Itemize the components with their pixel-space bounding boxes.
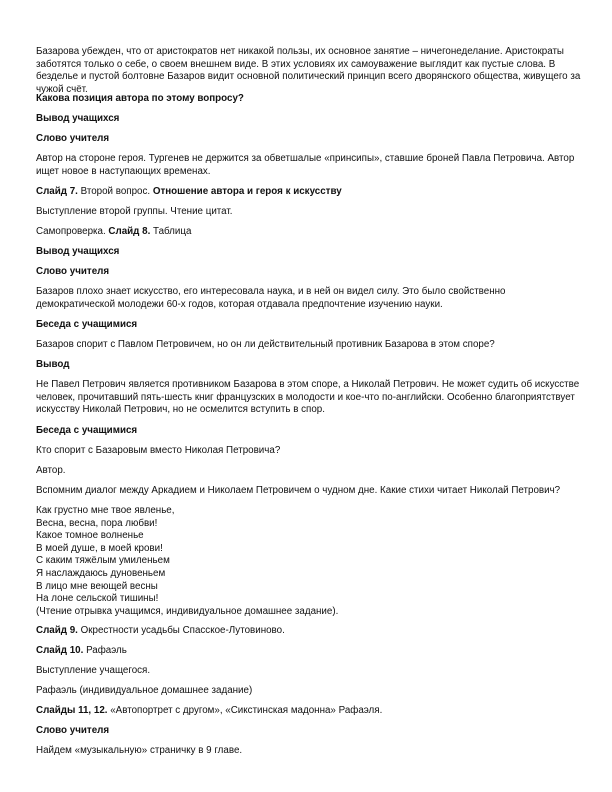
poem-line: Какое томное волненье [36, 530, 144, 542]
paragraph-slide-7 [36, 186, 581, 199]
paragraph-slide-9 [36, 625, 581, 638]
slide-7-topic: Отношение автора и героя к искусству [152, 186, 342, 197]
paragraph-bazarov-art: Базаров плохо знает искусство, его интересовала наука, и в ней он видел силу. Это было свойственно демократической молодежи 60-х годов, которая отдавала предпочтение изучению науки. [36, 286, 506, 310]
paragraph-answer-author: Автор. [36, 465, 66, 476]
poem-line: На лоне сельской тишины! [36, 593, 159, 605]
heading-author-position-question: Какова позиция автора по этому вопросу? [36, 93, 244, 104]
slide-7-label: Слайд 7. [36, 186, 78, 197]
paragraph-student-speech: Выступление учащегося. [36, 665, 151, 676]
paragraph-nikolai-opponent: Не Павел Петрович является противником Базарова в этом споре, а Николай Петрович. Не может судить об искусстве человек, прочитавший пять-шесть книг французских в молодости и кое-что по-английски. Особенно благоприятствует искусству Николай Петрович, но не осмелится вступить в спор. [36, 379, 580, 416]
paragraph-slide-10 [36, 645, 581, 658]
poem-line: В лицо мне веющей весны [36, 580, 158, 592]
paragraph-raphael-homework: Рафаэль (индивидуальное домашнее задание) [36, 685, 253, 696]
self-check-text: Самопроверка. [36, 226, 109, 237]
paragraph-slides-11-12 [36, 705, 581, 718]
heading-teacher-word: Слово учителя [36, 133, 110, 144]
slide-7-text: Второй вопрос. [77, 186, 153, 197]
paragraph-dialogue-question: Вспомним диалог между Аркадием и Николаем Петровичем о чудном дне. Какие стихи читает Николай Петрович? [36, 485, 561, 496]
heading-students-conclusion: Вывод учащихся [36, 113, 120, 124]
paragraph-question-who-argues: Кто спорит с Базаровым вместо Николая Петровича? [36, 445, 281, 456]
heading-conversation: Беседа с учащимися [36, 319, 138, 330]
heading-students-conclusion-2: Вывод учащихся [36, 246, 120, 257]
heading-teacher-word-2: Слово учителя [36, 266, 110, 277]
poem-line: Весна, весна, пора любви! [36, 517, 158, 529]
paragraph-author-side: Автор на стороне героя. Тургенев не держится за обветшалые «принсипы», ставшие броней Павла Петровича. Автор ищет новое в наступающих временах. [36, 153, 575, 177]
slide-9-label: Слайд 9. [36, 625, 78, 636]
slide-10-text: Рафаэль [83, 645, 127, 656]
paragraph-music-page: Найдем «музыкальную» страничку в 9 главе. [36, 745, 243, 756]
slide-9-text: Окрестности усадьбы Спасское-Лутовиново. [77, 625, 285, 636]
heading-teacher-word-3: Слово учителя [36, 725, 110, 736]
heading-conversation-2: Беседа с учащимися [36, 425, 138, 436]
paragraph-aristocrats: Базарова убежден, что от аристократов нет никакой пользы, их основное занятие – ничегонеделание. Аристократы заботятся только о себе, о своем внешнем виде. В этих условиях их самоуважение выглядит как пустые слова. В безделье и пустой болтовне Базаров видит основной политический принцип всего дворянского общества, живущего за чужой счёт. [36, 46, 581, 95]
poem-note: (Чтение отрывка учащимся, индивидуальное домашнее задание). [36, 605, 339, 617]
poem-line: С каким тяжёлым умиленьем [36, 555, 170, 567]
slides-11-12-label: Слайды 11, 12. [36, 705, 108, 716]
poem-line: Я наслаждаюсь дуновеньем [36, 567, 166, 579]
slide-8-text: Таблица [150, 226, 192, 237]
slides-11-12-text: «Автопортрет с другом», «Сикстинская мадонна» Рафаэля. [107, 705, 383, 716]
paragraph-self-check [36, 226, 581, 239]
paragraph-question-opponent: Базаров спорит с Павлом Петровичем, но он ли действительный противник Базарова в этом споре? [36, 339, 495, 350]
heading-conclusion: Вывод [36, 359, 70, 370]
poem-line: Как грустно мне твое явленье, [36, 505, 175, 516]
slide-10-label: Слайд 10. [36, 645, 84, 656]
poem-line: В моей душе, в моей крови! [36, 542, 163, 554]
paragraph-second-group: Выступление второй группы. Чтение цитат. [36, 206, 233, 217]
poem-block [36, 505, 581, 618]
slide-8-label: Слайд 8. [108, 226, 151, 237]
